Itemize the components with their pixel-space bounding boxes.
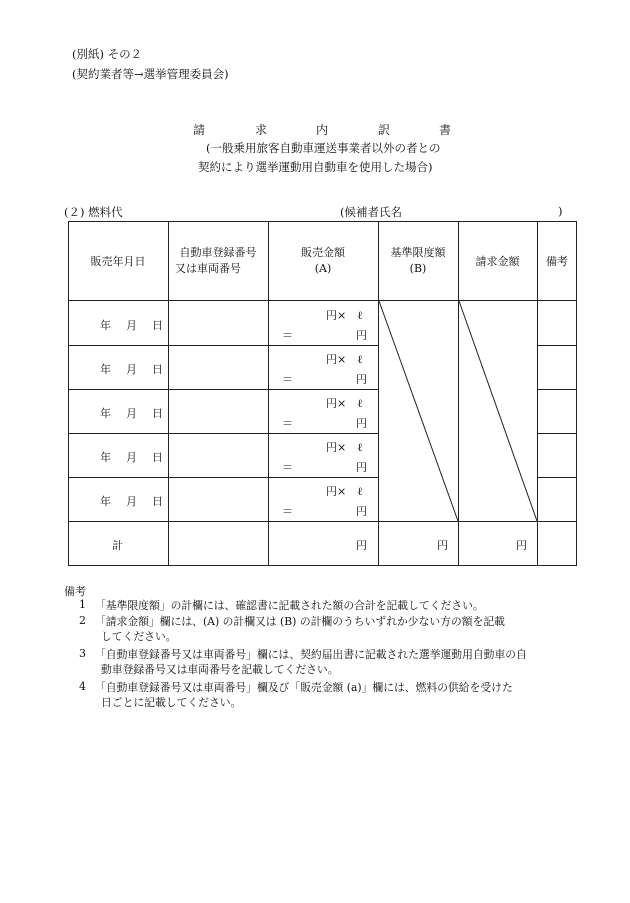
row-date: 年 月 日 xyxy=(100,363,165,376)
row-eq: ＝ xyxy=(282,417,293,430)
header-line1: (別紙) その２ xyxy=(72,47,143,61)
header-reg-line2: 又は車両番号 xyxy=(175,262,241,275)
note-text: 「自動車登録番号又は車両番号」欄及び「販売金額 (a)」欄には、燃料の供給を受けた xyxy=(95,681,513,694)
row-unit-price: 円× ℓ xyxy=(326,397,363,410)
candidate-label: (候補者氏名 xyxy=(340,205,402,219)
note-text: 「基準限度額」の計欄には、確認書に記載された額の合計を記載してください。 xyxy=(95,599,484,612)
header-reg-line1: 自動車登録番号 xyxy=(179,246,257,259)
row-yen: 円 xyxy=(356,329,367,342)
note-text: 「請求金額」欄には、(A) の計欄又は (B) の計欄のうちいずれか少ない方の額を記載 xyxy=(95,615,505,628)
row-unit-price: 円× ℓ xyxy=(326,485,363,498)
row-date: 年 月 日 xyxy=(100,407,165,420)
note-number: 3 xyxy=(79,647,86,660)
total-limit-yen: 円 xyxy=(437,539,448,552)
row-eq: ＝ xyxy=(282,505,293,518)
note-text-cont: 日ごとに記載してください。 xyxy=(101,696,242,709)
note-text-cont: 動車登録番号又は車両番号を記載してください。 xyxy=(101,663,339,676)
row-yen: 円 xyxy=(356,417,367,430)
total-claim-yen: 円 xyxy=(516,539,527,552)
row-unit-price: 円× ℓ xyxy=(326,441,363,454)
header-sales-line2: (A) xyxy=(314,262,332,275)
notes-heading: 備考 xyxy=(64,585,86,598)
title-char-2: 求 xyxy=(255,123,268,137)
note-text: 「自動車登録番号又は車両番号」欄には、契約届出書に記載された選挙運動用自動車の自 xyxy=(95,648,527,661)
section-label: (２) 燃料代 xyxy=(64,205,123,219)
header-remarks: 備考 xyxy=(546,255,568,268)
header-claim: 請求金額 xyxy=(475,255,520,268)
claim-diagonal xyxy=(459,301,537,521)
header-limit-line2: (B) xyxy=(409,262,427,275)
row-yen: 円 xyxy=(356,373,367,386)
row-unit-price: 円× ℓ xyxy=(326,353,363,366)
note-number: 4 xyxy=(79,680,86,693)
note-number: 2 xyxy=(79,614,86,627)
row-eq: ＝ xyxy=(282,461,293,474)
row-yen: 円 xyxy=(356,505,367,518)
row-date: 年 月 日 xyxy=(100,495,165,508)
row-date: 年 月 日 xyxy=(100,319,165,332)
header-sales-line1: 販売金額 xyxy=(301,246,345,259)
candidate-close: ) xyxy=(558,204,563,218)
total-label: 計 xyxy=(112,539,123,552)
title-char-1: 請 xyxy=(193,123,206,137)
limit-diagonal xyxy=(379,301,458,521)
title-char-3: 内 xyxy=(316,123,329,137)
note-number: 1 xyxy=(79,598,86,611)
row-unit-price: 円× ℓ xyxy=(326,309,363,322)
row-eq: ＝ xyxy=(282,329,293,342)
row-eq: ＝ xyxy=(282,373,293,386)
header-limit-line1: 基準限度額 xyxy=(390,246,446,259)
header-line2: (契約業者等→選挙管理委員会) xyxy=(72,67,229,81)
header-date: 販売年月日 xyxy=(90,255,146,268)
title-sub1: (一般乗用旅客自動車運送事業者以外の者との xyxy=(206,141,441,155)
total-sales-yen: 円 xyxy=(356,539,367,552)
title-sub2: 契約により選挙運動用自動車を使用した場合) xyxy=(198,160,433,174)
title-char-5: 書 xyxy=(439,123,452,137)
title-char-4: 訳 xyxy=(378,123,391,137)
note-text-cont: してください。 xyxy=(101,630,177,643)
row-yen: 円 xyxy=(356,461,367,474)
row-date: 年 月 日 xyxy=(100,451,165,464)
